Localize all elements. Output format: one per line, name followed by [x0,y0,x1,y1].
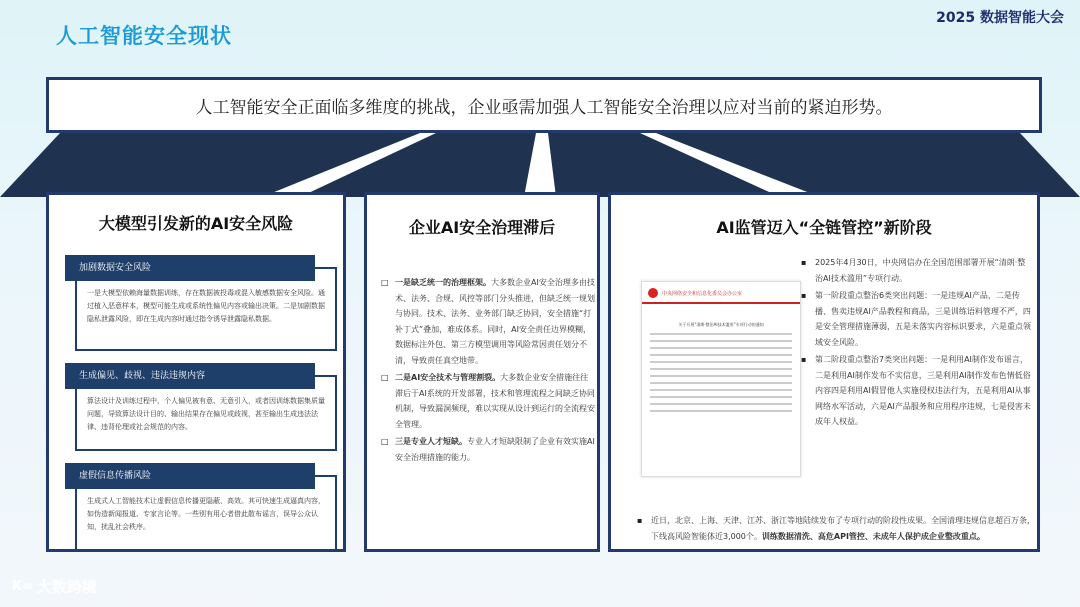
list-item [801,352,1033,430]
item-lead: 三是专业人才短缺。 [395,437,467,446]
bullet-icon: ▪ [801,291,807,300]
panel-title: AI监管迈入“全链管控”新阶段 [716,218,932,237]
section-body: 算法设计及训练过程中，个人偏见被有意、无意引入，或者因训练数据集质量问题，导致算法设计目的、输出结果存在偏见或歧视，甚至输出生成违法法律、违背伦理或社会规范的内容。 [75,375,337,451]
section-body: 一是大模型依赖海量数据训练，存在数据被投毒或混入敏感数据安全风险。通过植入恶意样本，模型可能生成或系统性偏见内容或输出决策。二是加剧数据隐私泄露风险，即在生成内容时通过指令诱导泄露隐私数据。 [75,267,337,351]
section-heading: 生成偏见、歧视、违法违规内容 [65,363,315,389]
bullet-icon: ▪ [801,355,807,364]
item-text: 大多数企业AI安全治理多由技术、法务、合规、风控等部门分头推进，但缺乏统一规划与协同。技术、法务、业务部门缺乏协同，安全措施“打补丁式”叠加，难成体系。同时，AI安全责任边界模糊，数据标注外包、第三方模型调用等风险常因责任划分不清，导致责任真空地带。 [395,278,595,365]
panel-title: 大模型引发新的AI安全风险 [98,214,294,233]
brand-logo [12,576,97,597]
list-item [381,275,595,368]
section-heading: 虚假信息传播风险 [65,463,315,489]
summary-item [637,513,1037,546]
summary-emphasis: 训练数据清洗、高危API管控、未成年人保护成企业整改重点。 [761,531,985,541]
bullet-icon: □ [381,373,389,382]
panel-governance-lag [364,192,600,552]
banner-text: 人工智能安全正面临多维度的挑战，企业亟需加强人工智能安全治理以应对当前的紧迫形势。 [195,97,893,118]
page-title: 人工智能安全现状 [56,24,232,48]
item-text: 第二阶段重点整治7类突出问题：一是利用AI制作发布谣言，二是利用AI制作发布不实信息，三是利用AI制作发布色情低俗内容四是利用AI假冒他人实施侵权违法行为，五是利用AI从事网络水军活动，六是AI产品服务和应用程序违规，七是侵害未成年人权益。 [815,355,1031,426]
notice-document-image [641,281,801,477]
party-emblem-icon [648,288,658,298]
item-text: 大多数企业安全措施往往滞后于AI系统的开发部署，技术和管理流程之间缺乏协同机制，导致漏洞频现，难以实现从设计到运行的全流程安全管理。 [395,373,595,429]
section-bias-content [65,363,335,431]
summary-text: 近日，北京、上海、天津、江苏、浙江等地陆续发布了专项行动的阶段性成果。全国清理违规信息超百万条，下线高风险智能体近3,000个。 [651,516,1035,541]
regulation-list [801,255,1033,432]
item-lead: 一是缺乏统一的治理框架。 [395,278,491,287]
summary-banner [46,77,1042,133]
bullet-icon: □ [381,437,389,446]
doc-title: 关于开展“清朗·整治AI技术滥用”专项行动的通知 [678,322,764,327]
list-item [801,255,1033,286]
section-data-security [65,255,335,323]
list-item [801,288,1033,350]
bullet-icon: ▪ [637,516,643,525]
panel-regulation [608,192,1040,552]
panel-ai-risks [46,192,346,552]
item-text: 2025年4月30日，中央网信办在全国范围部署开展“清朗·整治AI技术滥用”专项行动。 [815,258,1026,283]
section-body: 生成式人工智能技术让虚假信息传播更隐蔽、高效。其可快速生成逼真内容，如伪造新闻报道、专家言论等。一些别有用心者借此散布谣言，误导公众认知，扰乱社会秩序。 [75,475,337,551]
section-misinformation [65,463,335,531]
doc-header: 中央网络安全和信息化委员会办公室 [662,290,743,297]
governance-list [381,275,595,467]
list-item [381,434,595,465]
brand-name: 大数跨境 [36,578,97,596]
item-lead: 二是AI安全技术与管理割裂。 [395,373,501,382]
panel-title: 企业AI安全治理滞后 [408,218,556,237]
bullet-icon: □ [381,278,389,287]
road-graphic [0,133,1080,197]
item-text: 第一阶段重点整治6类突出问题：一是违规AI产品，二是传播、售卖违规AI产品教程和商品，三是训练语料管理不严，四是安全管理措施薄弱，五是未落实内容标识要求，六是重点领域安全风险。 [815,291,1031,347]
conference-name: 2025 数据智能大会 [936,10,1064,26]
bullet-icon: ▪ [801,258,807,267]
conference-logo [914,10,1064,26]
list-item [381,370,595,432]
section-heading: 加剧数据安全风险 [65,255,315,281]
item-text: 专业人才短缺限制了企业有效实施AI安全治理措施的能力。 [395,437,595,462]
brand-mark-icon: K∞ [12,579,33,594]
